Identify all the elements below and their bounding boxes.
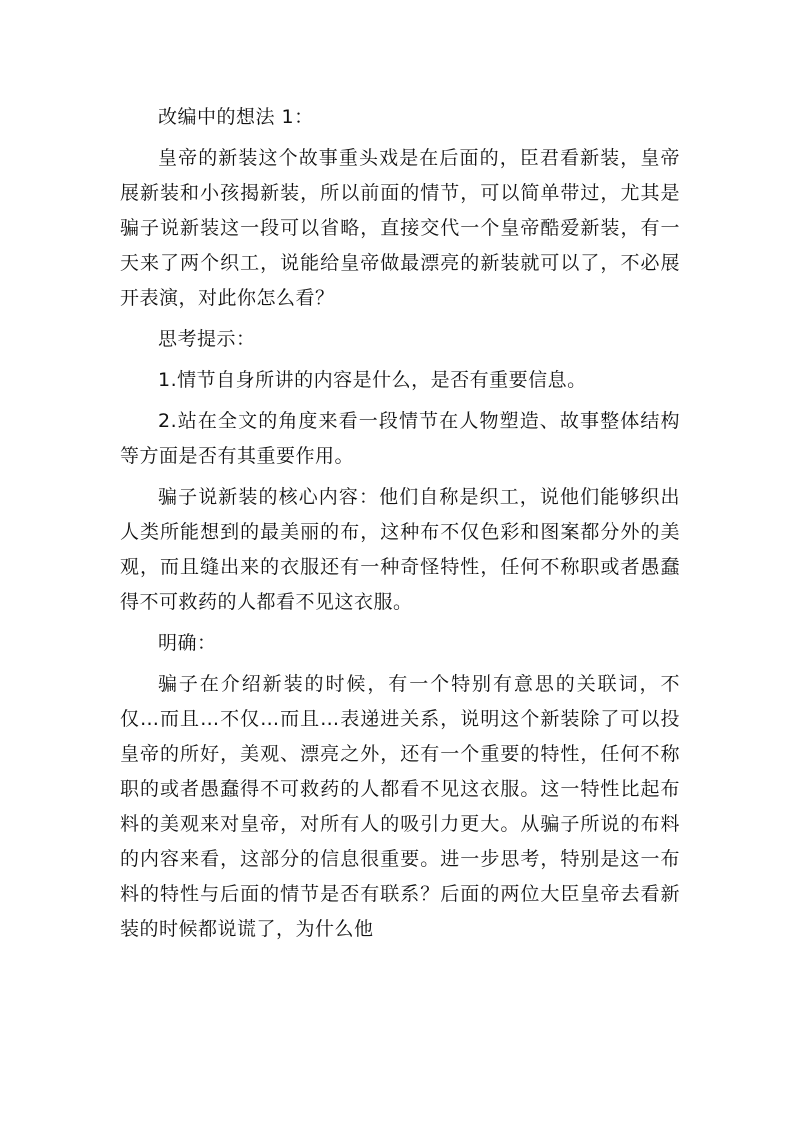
hint-item-1: 1.情节自身所讲的内容是什么，是否有重要信息。 <box>158 369 587 391</box>
heading-thinking-hints: 思考提示： <box>158 328 256 350</box>
heading-adaptation-idea: 改编中的想法 1： <box>158 106 314 128</box>
paragraph-core-content: 骗子说新装的核心内容：他们自称是织工，说他们能够织出人类所能想到的最美丽的布，这种布不仅色彩和图案都分外的美观，而且缝出来的衣服还有一种奇怪特性，任何不称职或者愚蠢得不可救药的人都看不见这衣服。 <box>120 486 680 613</box>
heading-clarification: 明确： <box>158 632 217 654</box>
hint-item-2: 2.站在全文的角度来看一段情节在人物塑造、故事整体结构等方面是否有其重要作用。 <box>120 410 680 467</box>
paragraph-analysis: 骗子在介绍新装的时候，有一个特别有意思的关联词，不仅…而且…不仅…而且…表递进关系，说明这个新装除了可以投皇帝的所好，美观、漂亮之外，还有一个重要的特性，任何不称职的或者愚蠢得不可救药的人都看不见这衣服。这一特性比起布料的美观来对皇帝，对所有人的吸引力更大。从骗子所说的布料的内容来看，这部分的信息很重要。进一步思考，特别是这一布料的特性与后面的情节是否有联系？后面的两位大臣皇帝去看新装的时候都说谎了，为什么他 <box>120 673 680 940</box>
paragraph-question: 皇帝的新装这个故事重头戏是在后面的，臣君看新装，皇帝展新装和小孩揭新装，所以前面的情节，可以简单带过，尤其是骗子说新装这一段可以省略，直接交代一个皇帝酷爱新装，有一天来了两个织工，说能给皇帝做最漂亮的新装就可以了，不必展开表演，对此你怎么看？ <box>120 147 680 309</box>
document-body <box>120 100 680 947</box>
